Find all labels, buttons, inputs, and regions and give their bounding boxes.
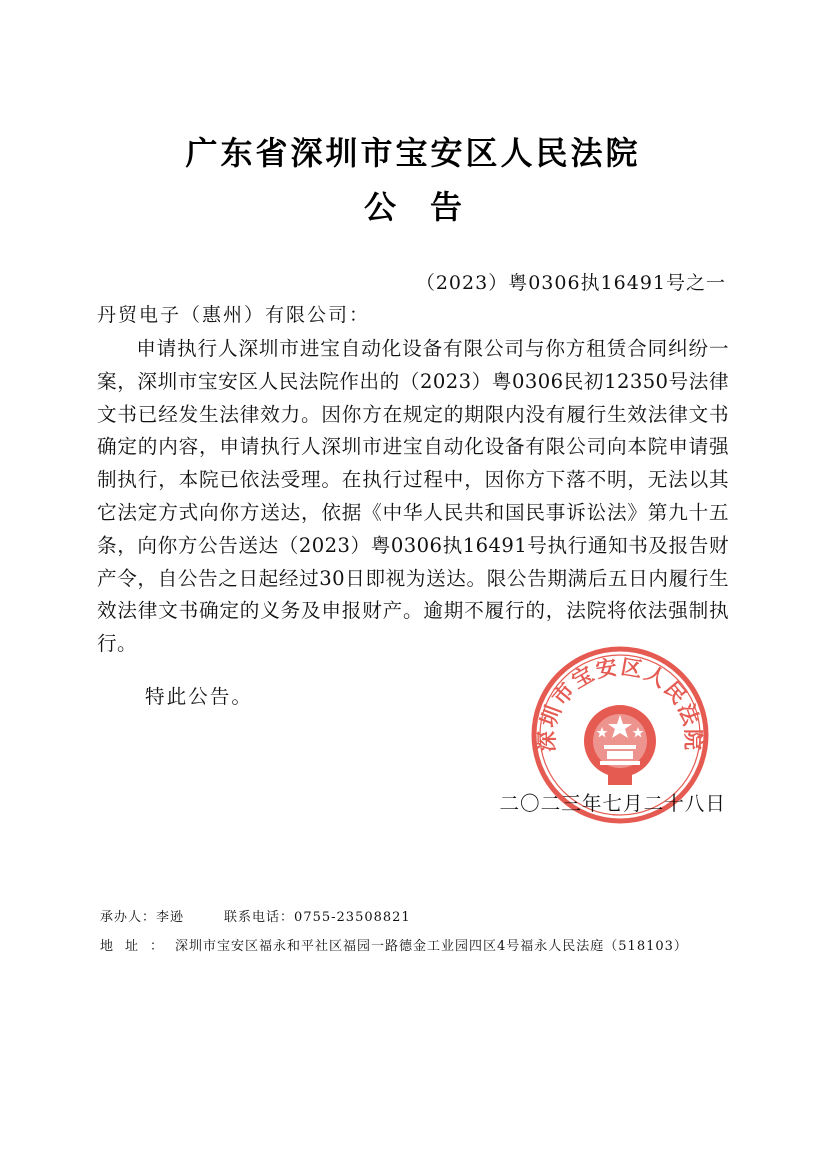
address-info xyxy=(100,935,688,954)
court-seal-icon xyxy=(530,645,710,825)
address-label: 地址： xyxy=(100,939,176,954)
closing-remark: 特此公告。 xyxy=(145,685,253,708)
phone-number: 0755-23508821 xyxy=(294,910,411,925)
phone-label: 联系电话： xyxy=(224,910,295,925)
case-number: （2023）粤0306执16491号之一 xyxy=(415,272,726,294)
handler-info xyxy=(100,906,411,925)
issue-date: 二〇二三年七月二十八日 xyxy=(499,792,726,815)
handler-label: 承办人： xyxy=(100,910,157,925)
address-text: 深圳市宝安区福永和平社区福园一路德金工业园四区4号福永人民法庭（518103） xyxy=(175,939,688,954)
addressee: 丹贸电子（惠州）有限公司： xyxy=(97,304,371,326)
notice-body: 申请执行人深圳市进宝自动化设备有限公司与你方租赁合同纠纷一案，深圳市宝安区人民法院作出的（2023）粤0306民初12350号法律文书已经发生法律效力。因你方在规定的期限内没有履行生效法律文书确定的内容，申请执行人深圳市进宝自动化设备有限公司向本院申请强制执行，本院已依法受理。在执行过程中，因你方下落不明，无法以其它法定方式向你方送达，依据《中华人民共和国民事诉讼法》第九十五条，向你方公告送达（2023）粤0306执16491号执行通知书及报告财产令，自公告之日起经过30日即视为送达。限公告期满后五日内履行生效法律文书确定的义务及申报财产。逾期不履行的，法院将依法强制执行。 xyxy=(97,337,729,656)
court-name-heading: 广东省深圳市宝安区人民法院 xyxy=(185,134,641,172)
notice-title: 公告 xyxy=(363,188,496,226)
seal-text: 深圳市宝安区人民法院 xyxy=(534,654,706,753)
handler-name: 李逊 xyxy=(156,910,185,925)
